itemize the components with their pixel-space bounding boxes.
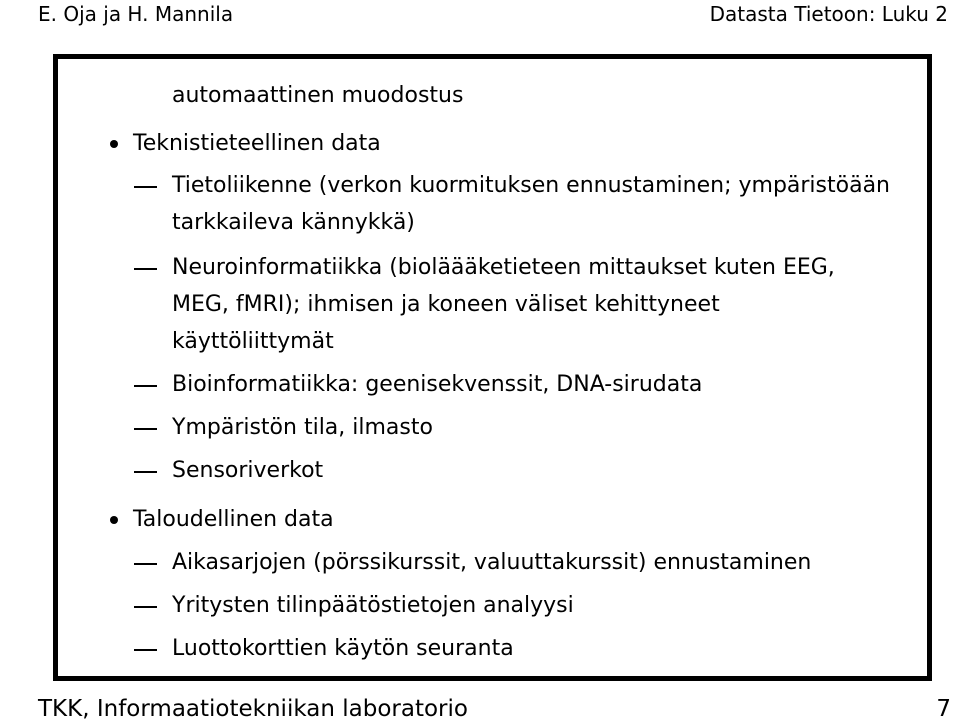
continuation-line: automaattinen muodostus xyxy=(172,83,464,108)
sub-item-neuroinformatics: Neuroinformatiikka (bioläääketieteen mittaukset kuten EEG, xyxy=(172,255,835,280)
sub-item-telecom: Tietoliikenne (verkon kuormituksen ennustaminen; ympäristöään xyxy=(172,173,890,198)
sub-item-credit-cards: Luottokorttien käytön seuranta xyxy=(172,636,514,661)
sub-item-telecom-cont: tarkkaileva kännykkä) xyxy=(172,210,415,235)
bullet-item-financial-data: Taloudellinen data xyxy=(133,507,334,532)
sub-item-neuroinformatics-cont2: käyttöliittymät xyxy=(172,329,334,354)
dash-icon xyxy=(134,471,157,473)
sub-item-time-series: Aikasarjojen (pörssikurssit, valuuttakurssit) ennustaminen xyxy=(172,550,812,575)
sub-item-bioinformatics: Bioinformatiikka: geenisekvenssit, DNA-sirudata xyxy=(172,372,703,397)
sub-item-environment: Ympäristön tila, ilmasto xyxy=(172,415,433,440)
sub-item-neuroinformatics-cont: MEG, fMRI); ihmisen ja koneen väliset kehittyneet xyxy=(172,292,720,317)
dash-icon xyxy=(134,186,157,188)
dash-icon xyxy=(134,606,157,608)
bullet-item-technical-data: Teknistieteellinen data xyxy=(133,131,381,156)
header-title: Datasta Tietoon: Luku 2 xyxy=(709,2,948,26)
sub-item-sensor-networks: Sensoriverkot xyxy=(172,458,324,483)
dash-icon xyxy=(134,385,157,387)
footer-organization: TKK, Informaatiotekniikan laboratorio xyxy=(38,696,468,722)
bullet-icon xyxy=(110,140,118,148)
dash-icon xyxy=(134,428,157,430)
header-author: E. Oja ja H. Mannila xyxy=(38,2,234,26)
dash-icon xyxy=(134,649,157,651)
dash-icon xyxy=(134,563,157,565)
sub-item-financial-statements: Yritysten tilinpäätöstietojen analyysi xyxy=(172,593,574,618)
bullet-icon xyxy=(110,516,118,524)
dash-icon xyxy=(134,268,157,270)
page-number: 7 xyxy=(936,696,951,722)
